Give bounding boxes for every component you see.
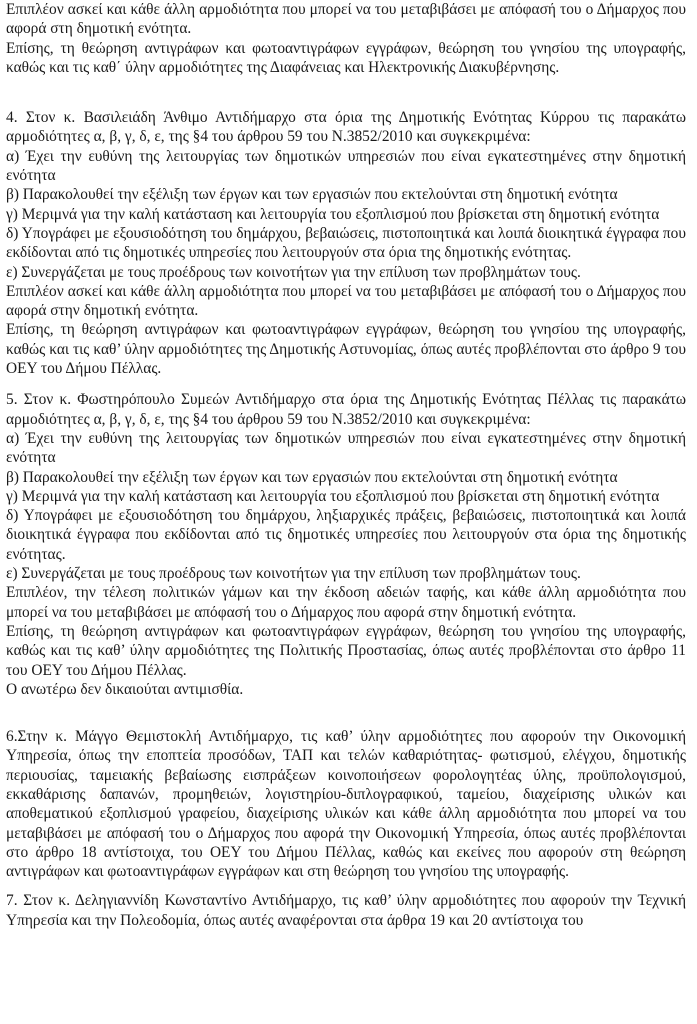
document-page: [6, 0, 686, 930]
spacer: [6, 77, 686, 108]
section-heading: 6.Στην κ. Μάγγο Θεμιστοκλή Αντιδήμαρχο, τις καθ’ ύλην αρμοδιότητες που αφορούν την Οικονομική Υπηρεσία, όπως την εποπτεία προσόδων, ΤΑΠ και τελών καθαριότητας- φωτισμού, ελέγχου, δημοτικής περιουσίας, ταμειακής βεβαίωσης εισπράξεων κοινοποιήσεων φορολογητέας ύλης, προϋπολογισμού, εκκαθάρισης δαπανών, προμηθειών, λογιστηρίου-διπλογραφικού, ταμείου, διαχείρισης υλικών και αποθεματικού εξοπλισμού γραφείου, διαχείρισης υλικών και κάθε άλλη αρμοδιότητα που μπορεί να του μεταβιβάσει με απόφασή του ο Δήμαρχος που αφορά την Οικονομική Υπηρεσία, όπως αυτές προβλέπονται στο άρθρο 18 αντίστοιχα, του ΟΕΥ του Δήμου Πέλλας, καθώς και εκείνες που αφορούν στη θεώρηση αντιγράφων και φωτοαντιγράφων εγγράφων και στη θεώρηση του γνησίου της υπογραφής.: [6, 728, 686, 881]
paragraph: Ο ανωτέρω δεν δικαιούται αντιμισθία.: [6, 680, 244, 698]
section-3-continuation: [6, 0, 686, 77]
list-item: δ) Υπογράφει με εξουσιοδότηση του δημάρχου, ληξιαρχικές πράξεις, βεβαιώσεις, πιστοποιητικά και λοιπά διοικητικά έγγραφα που εκδίδονται από τις δημοτικές υπηρεσίες που λειτουργούν στα όρια της δημοτικής ενότητας.: [6, 507, 686, 563]
list-item: γ) Μεριμνά για την καλή κατάσταση και λειτουργία του εξοπλισμού που βρίσκεται στη δημοτική ενότητα: [6, 205, 660, 223]
list-item: α) Έχει την ευθύνη της λειτουργίας των δημοτικών υπηρεσιών που είναι εγκατεστημένες στην δημοτική ενότητα: [6, 147, 686, 185]
section-heading: 4. Στον κ. Βασιλειάδη Άνθιμο Αντιδήμαρχο στα όρια της Δημοτικής Ενότητας Κύρρου τις παρακάτω αρμοδιότητες α, β, γ, δ, ε, της §4 του άρθρου 59 του Ν.3852/2010 και συγκεκριμένα:: [6, 109, 686, 146]
list-item: ε) Συνεργάζεται με τους προέδρους των κοινοτήτων για την επίλυση των προβλημάτων τους.: [6, 565, 581, 583]
paragraph: Επίσης, τη θεώρηση αντιγράφων και φωτοαντιγράφων εγγράφων, θεώρηση του γνησίου της υπογραφής, καθώς και τις καθ’ ύλην αρμοδιότητες της Δημοτικής Αστυνομίας, όπως αυτές προβλέπονται στο άρθρο 9 του ΟΕΥ του Δήμου Πέλλας.: [6, 321, 686, 378]
spacer: [6, 881, 686, 891]
list-item: β) Παρακολουθεί την εξέλιξη των έργων και των εργασιών που εκτελούνται στη δημοτική ενότητα: [6, 468, 618, 486]
paragraph: Επιπλέον, την τέλεση πολιτικών γάμων και την έκδοση αδειών ταφής, και κάθε άλλη αρμοδιότητα που μπορεί να του μεταβιβάσει με απόφασή του ο Δήμαρχος που αφορά στην δημοτική ενότητα.: [6, 584, 686, 621]
section-6: [6, 727, 686, 881]
paragraph: Επιπλέον ασκεί και κάθε άλλη αρμοδιότητα που μπορεί να του μεταβιβάσει με απόφασή του ο Δήμαρχος που αφορά στη δημοτική ενότητα.: [6, 1, 686, 38]
section-4: [6, 108, 686, 378]
list-item: β) Παρακολουθεί την εξέλιξη των έργων και των εργασιών που εκτελούνται στη δημοτική ενότητα: [6, 186, 618, 204]
spacer: [6, 699, 686, 727]
list-item: ε) Συνεργάζεται με τους προέδρους των κοινοτήτων για την επίλυση των προβλημάτων τους.: [6, 263, 581, 281]
section-5: [6, 390, 686, 699]
section-heading: 7. Στον κ. Δεληγιαννίδη Κωνσταντίνο Αντιδήμαρχο, τις καθ’ ύλην αρμοδιότητες που αφορούν την Τεχνική Υπηρεσία και την Πολεοδομία, όπως αυτές αναφέρονται στα άρθρα 19 και 20 αντίστοιχα του: [6, 892, 686, 929]
list-item: γ) Μεριμνά για την καλή κατάσταση και λειτουργία του εξοπλισμού που βρίσκεται στη δημοτική ενότητα: [6, 487, 660, 505]
paragraph: Επιπλέον ασκεί και κάθε άλλη αρμοδιότητα που μπορεί να του μεταβιβάσει με απόφασή του ο Δήμαρχος που αφορά στην δημοτική ενότητα.: [6, 282, 686, 320]
paragraph: Επίσης, τη θεώρηση αντιγράφων και φωτοαντιγράφων εγγράφων, θεώρηση του γνησίου της υπογραφής, καθώς και τις καθ΄ ύλην αρμοδιότητες της Διαφάνειας και Ηλεκτρονικής Διακυβέρνησης.: [6, 39, 686, 76]
paragraph: Επίσης, τη θεώρηση αντιγράφων και φωτοαντιγράφων εγγράφων, θεώρηση του γνησίου της υπογραφής, καθώς και τις καθ’ ύλην αρμοδιότητες της Πολιτικής Προστασίας, όπως αυτές προβλέπονται στο άρθρο 11 του ΟΕΥ του Δήμου Πέλλας.: [6, 622, 686, 679]
list-item: δ) Υπογράφει με εξουσιοδότηση του δημάρχου, βεβαιώσεις, πιστοποιητικά και λοιπά διοικητικά έγγραφα που εκδίδονται από τις δημοτικές υπηρεσίες που λειτουργούν στα όρια της δημοτικής ενότητας.: [6, 224, 686, 262]
section-heading: 5. Στον κ. Φωστηρόπουλο Συμεών Αντιδήμαρχο στα όρια της Δημοτικής Ενότητας Πέλλας τις παρακάτω αρμοδιότητες α, β, γ, δ, ε, της §4 του άρθρου 59 του Ν.3852/2010 και συγκεκριμένα:: [6, 391, 686, 428]
section-7: [6, 891, 686, 930]
list-item: α) Έχει την ευθύνη της λειτουργίας των δημοτικών υπηρεσιών που είναι εγκατεστημένες στην δημοτική ενότητα: [6, 429, 686, 467]
spacer: [6, 378, 686, 390]
